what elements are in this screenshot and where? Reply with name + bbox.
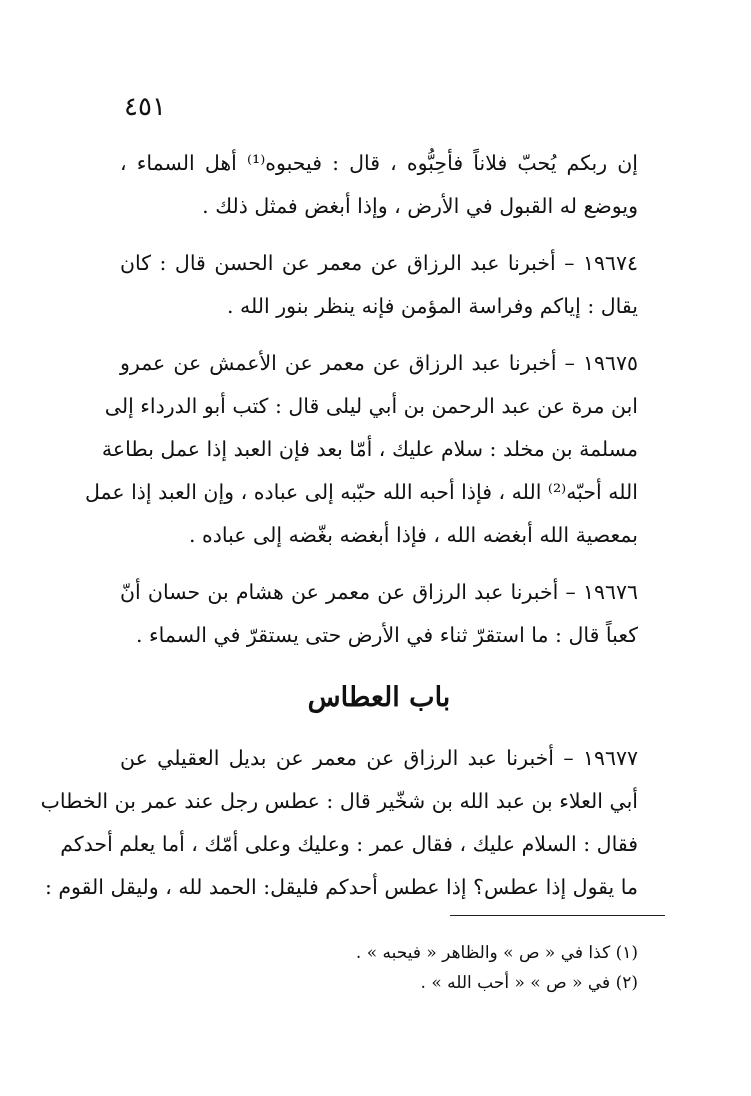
text-line: الله أحبّه⁽²⁾ الله ، فإذا أحبه الله حبّبه إلى عباده ، وإن العبد إذا عمل (84, 480, 638, 504)
text-line: ١٩٦٧٧ – أخبرنا عبد الرزاق عن معمر عن بديل العقيلي عن (120, 746, 638, 770)
footnote-2: (٢) في « ص » « أحب الله » . (420, 973, 638, 993)
main-text (40, 142, 638, 909)
hadith-19676 (120, 571, 638, 657)
text-line: ابن مرة عن عبد الرحمن بن أبي ليلى قال : كتب أبو الدرداء إلى (104, 394, 638, 418)
text-line: مسلمة بن مخلد : سلام عليك ، أمّا بعد فإن العبد إذا عمل بطاعة (101, 437, 638, 461)
hadith-19675 (84, 342, 638, 557)
paragraph-intro (120, 142, 638, 228)
footnote-1: (١) كذا في « ص » والظاهر « فيحبه » . (355, 943, 638, 963)
page-number: ٤٥١ (124, 92, 166, 122)
text-line: إن ربكم يُحبّ فلاناً فأحِبُّوه ، قال : فيحبوه⁽¹⁾ أهل السماء ، (120, 151, 638, 175)
text-line: فقال : السلام عليك ، فقال عمر : وعليك وعلى أمّك ، أما يعلم أحدكم (60, 832, 638, 856)
text-line: بمعصية الله أبغضه الله ، فإذا أبغضه بغّضه إلى عباده . (188, 523, 638, 547)
footnote-divider (450, 915, 665, 916)
text-line: ويوضع له القبول في الأرض ، وإذا أبغض فمثل ذلك . (202, 194, 638, 218)
text-line: ١٩٦٧٦ – أخبرنا عبد الرزاق عن معمر عن هشام بن حسان أنّ (120, 580, 638, 604)
footnotes (300, 938, 638, 998)
chapter-heading: باب العطاس (307, 682, 451, 713)
hadith-19674 (120, 242, 638, 328)
hadith-19677 (40, 737, 638, 909)
text-line: أبي العلاء بن عبد الله بن شخّير قال : عطس رجل عند عمر بن الخطاب (40, 789, 638, 813)
text-line: ١٩٦٧٥ – أخبرنا عبد الرزاق عن معمر عن الأعمش عن عمرو (120, 351, 638, 375)
text-line: كعباً قال : ما استقرّ ثناء في الأرض حتى يستقرّ في السماء . (136, 623, 638, 647)
text-line: ١٩٦٧٤ – أخبرنا عبد الرزاق عن معمر عن الحسن قال : كان (120, 251, 638, 275)
text-line: يقال : إياكم وفراسة المؤمن فإنه ينظر بنور الله . (226, 294, 638, 318)
text-line: ما يقول إذا عطس؟ إذا عطس أحدكم فليقل: الحمد لله ، وليقل القوم : (44, 875, 638, 899)
